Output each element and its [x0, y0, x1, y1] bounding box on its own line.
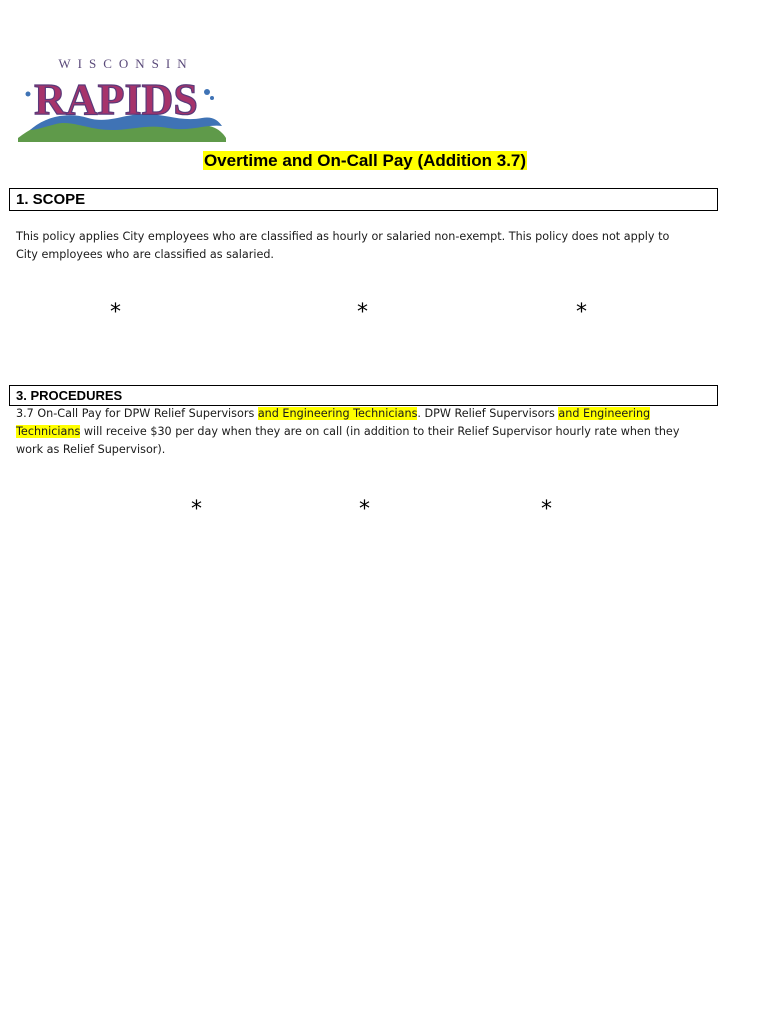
- procedures-heading-box: [9, 385, 718, 406]
- procedures-paragraph: [16, 405, 716, 459]
- separator-asterisk: *: [541, 497, 552, 522]
- logo-top-text: WISCONSIN: [58, 56, 194, 71]
- highlighted-text: and Engineering: [558, 407, 651, 420]
- scope-line-1: This policy applies City employees who are classified as hourly or salaried non-exempt. This policy does not apply to: [16, 230, 670, 243]
- procedures-line-2: [16, 423, 716, 441]
- logo-graphic: [16, 54, 230, 146]
- separator-asterisk: *: [110, 300, 121, 325]
- separator-asterisk: *: [359, 497, 370, 522]
- highlighted-text: and Engineering Technicians: [257, 407, 418, 420]
- procedures-line-1: [16, 405, 716, 423]
- separator-asterisk: *: [357, 300, 368, 325]
- highlighted-text: Technicians: [16, 425, 81, 438]
- procedures-line-3: work as Relief Supervisor).: [16, 443, 166, 456]
- scope-heading: 1. SCOPE: [16, 191, 86, 208]
- scope-paragraph: [16, 228, 716, 264]
- procedures-text-2: . DPW Relief Supervisors: [417, 407, 559, 420]
- procedures-text-1: 3.7 On-Call Pay for DPW Relief Supervisors: [16, 407, 258, 420]
- scope-heading-box: [9, 188, 718, 211]
- page-title: [0, 150, 730, 172]
- procedures-heading: 3. PROCEDURES: [16, 388, 123, 403]
- scope-line-2: City employees who are classified as salaried.: [16, 248, 274, 261]
- page-title-text: Overtime and On-Call Pay (Addition 3.7): [203, 151, 527, 170]
- separator-asterisk: *: [191, 497, 202, 522]
- wisconsin-rapids-logo: [16, 54, 230, 146]
- logo-main-text: RAPIDS: [34, 75, 198, 124]
- procedures-text-3: will receive $30 per day when they are on call (in addition to their Relief Supervisor hourly rate when they: [80, 425, 680, 438]
- separator-asterisk: *: [576, 300, 587, 325]
